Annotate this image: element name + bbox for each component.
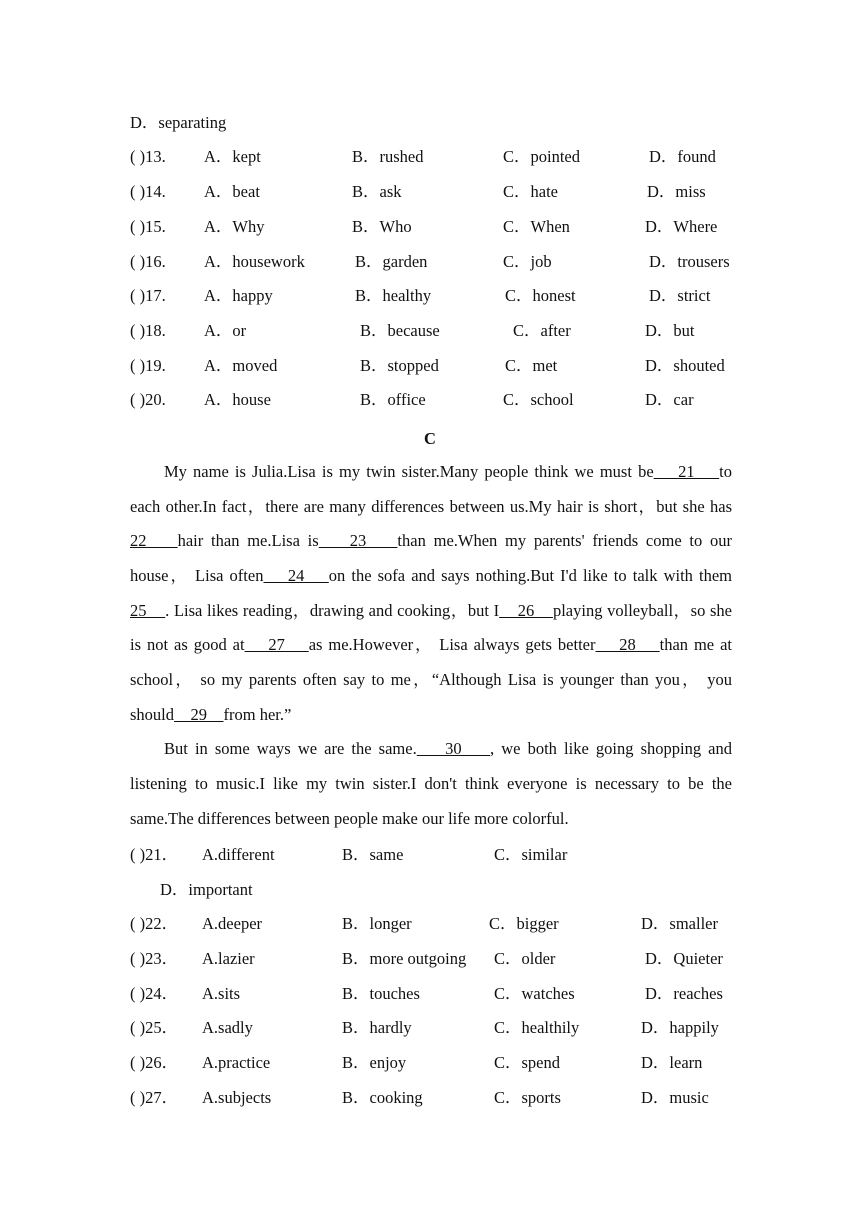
question-number: ( )18. [130, 321, 166, 340]
option-a: A.subjects [202, 1088, 272, 1107]
option-a: A．Why [204, 217, 265, 236]
section-heading: C [424, 429, 436, 448]
passage-line: should 29 from her.” [130, 705, 292, 724]
passage-line: listening to music.I like my twin sister.I don't think everyone is necessary to be the [130, 774, 732, 793]
passage-line: 25 . Lisa likes reading，drawing and cooking，but I 26 playing volleyball，so she [130, 601, 733, 620]
option-b: B．ask [352, 182, 402, 201]
option-b: B．office [360, 390, 426, 409]
option-line: D．separating [130, 113, 227, 132]
question-number: ( )26． [130, 1053, 179, 1072]
option-c: C．honest [505, 286, 576, 305]
option-c: C．When [503, 217, 570, 236]
question-number: ( )13. [130, 147, 166, 166]
question-number: ( )24． [130, 984, 179, 1003]
question-number: ( )21． [130, 845, 179, 864]
option-b: B．same [342, 845, 404, 864]
question-number: ( )27． [130, 1088, 179, 1107]
option-a: A．moved [204, 356, 278, 375]
option-b: B．more outgoing [342, 949, 467, 968]
answer-blank: 21 [653, 462, 720, 481]
option-a: A.sits [202, 984, 241, 1003]
option-a: A．beat [204, 182, 260, 201]
option-a: A.different [202, 845, 275, 864]
passage-line: 22 hair than me.Lisa is 23 than me.When my parents' friends come to our [130, 531, 733, 550]
option-b: B．healthy [355, 286, 432, 305]
question-number: ( )17. [130, 286, 166, 305]
answer-blank: 30 [416, 739, 491, 758]
option-c: C．job [503, 252, 552, 271]
option-c: C．met [505, 356, 558, 375]
option-b: B．enjoy [342, 1053, 407, 1072]
option-d: D．shouted [645, 356, 725, 375]
option-c: C．spend [494, 1053, 560, 1072]
answer-blank: 22 [130, 531, 178, 550]
option-d: D．learn [641, 1053, 703, 1072]
option-d: D．smaller [641, 914, 718, 933]
option-b: B．rushed [352, 147, 424, 166]
option-c: C．watches [494, 984, 575, 1003]
option-b: B．hardly [342, 1018, 412, 1037]
answer-blank: 29 [174, 705, 224, 724]
passage-line: is not as good at 27 as me.However， Lisa always gets better 28 than me at [130, 635, 732, 654]
passage-line: school， so my parents often say to me，“Although Lisa is younger than you， you [130, 670, 732, 689]
question-number: ( )22． [130, 914, 179, 933]
option-d: D．music [641, 1088, 709, 1107]
option-a: A．house [204, 390, 271, 409]
option-a: A．kept [204, 147, 261, 166]
answer-blank: 23 [318, 531, 398, 550]
option-b: B．stopped [360, 356, 439, 375]
option-b: B．touches [342, 984, 420, 1003]
option-b: B．Who [352, 217, 412, 236]
passage-line: same.The differences between people make our life more colorful. [130, 809, 569, 828]
question-number: ( )15. [130, 217, 166, 236]
question-number: ( )20. [130, 390, 166, 409]
answer-blank: 24 [263, 566, 329, 585]
answer-blank: 25 [130, 601, 166, 620]
answer-blank: 27 [244, 635, 309, 654]
option-d: D．but [645, 321, 695, 340]
option-d: D．happily [641, 1018, 719, 1037]
option-b: B．garden [355, 252, 428, 271]
answer-blank: 26 [499, 601, 553, 620]
passage-line: My name is Julia.Lisa is my twin sister.Many people think we must be 21 to [164, 462, 732, 481]
option-a: A．happy [204, 286, 273, 305]
option-d: D．trousers [649, 252, 730, 271]
option-d: D．Quieter [645, 949, 723, 968]
option-d: D．reaches [645, 984, 723, 1003]
question-number: ( )23． [130, 949, 179, 968]
question-number: ( )19. [130, 356, 166, 375]
option-c: C．sports [494, 1088, 561, 1107]
passage-line: house， Lisa often 24 on the sofa and says nothing.But I'd like to talk with them [130, 566, 733, 585]
question-number: ( )25． [130, 1018, 179, 1037]
option-b: B．longer [342, 914, 412, 933]
passage-line: But in some ways we are the same. 30 , we both like going shopping and [164, 739, 733, 758]
option-a: A.lazier [202, 949, 255, 968]
question-number: ( )16. [130, 252, 166, 271]
option-a: A.sadly [202, 1018, 253, 1037]
option-c: C．hate [503, 182, 558, 201]
option-d: D．miss [647, 182, 706, 201]
option-d: D．found [649, 147, 716, 166]
option-b: B．because [360, 321, 440, 340]
option-b: B．cooking [342, 1088, 423, 1107]
option-d: D．car [645, 390, 694, 409]
option-a: A.deeper [202, 914, 263, 933]
passage-line: each other.In fact，there are many differences between us.My hair is short，but she has [130, 497, 732, 516]
option-c: C．school [503, 390, 574, 409]
option-d: D．strict [649, 286, 711, 305]
option-d: D．Where [645, 217, 718, 236]
option-c: C．after [513, 321, 571, 340]
option-a: A.practice [202, 1053, 271, 1072]
option-c: C．pointed [503, 147, 580, 166]
question-number: ( )14. [130, 182, 166, 201]
option-c: C．similar [494, 845, 568, 864]
option-c: C．older [494, 949, 556, 968]
option-c: C．healthily [494, 1018, 580, 1037]
option-c: C．bigger [489, 914, 559, 933]
option-a: A．housework [204, 252, 305, 271]
option-d: D．important [160, 880, 253, 899]
answer-blank: 28 [595, 635, 660, 654]
option-a: A．or [204, 321, 247, 340]
